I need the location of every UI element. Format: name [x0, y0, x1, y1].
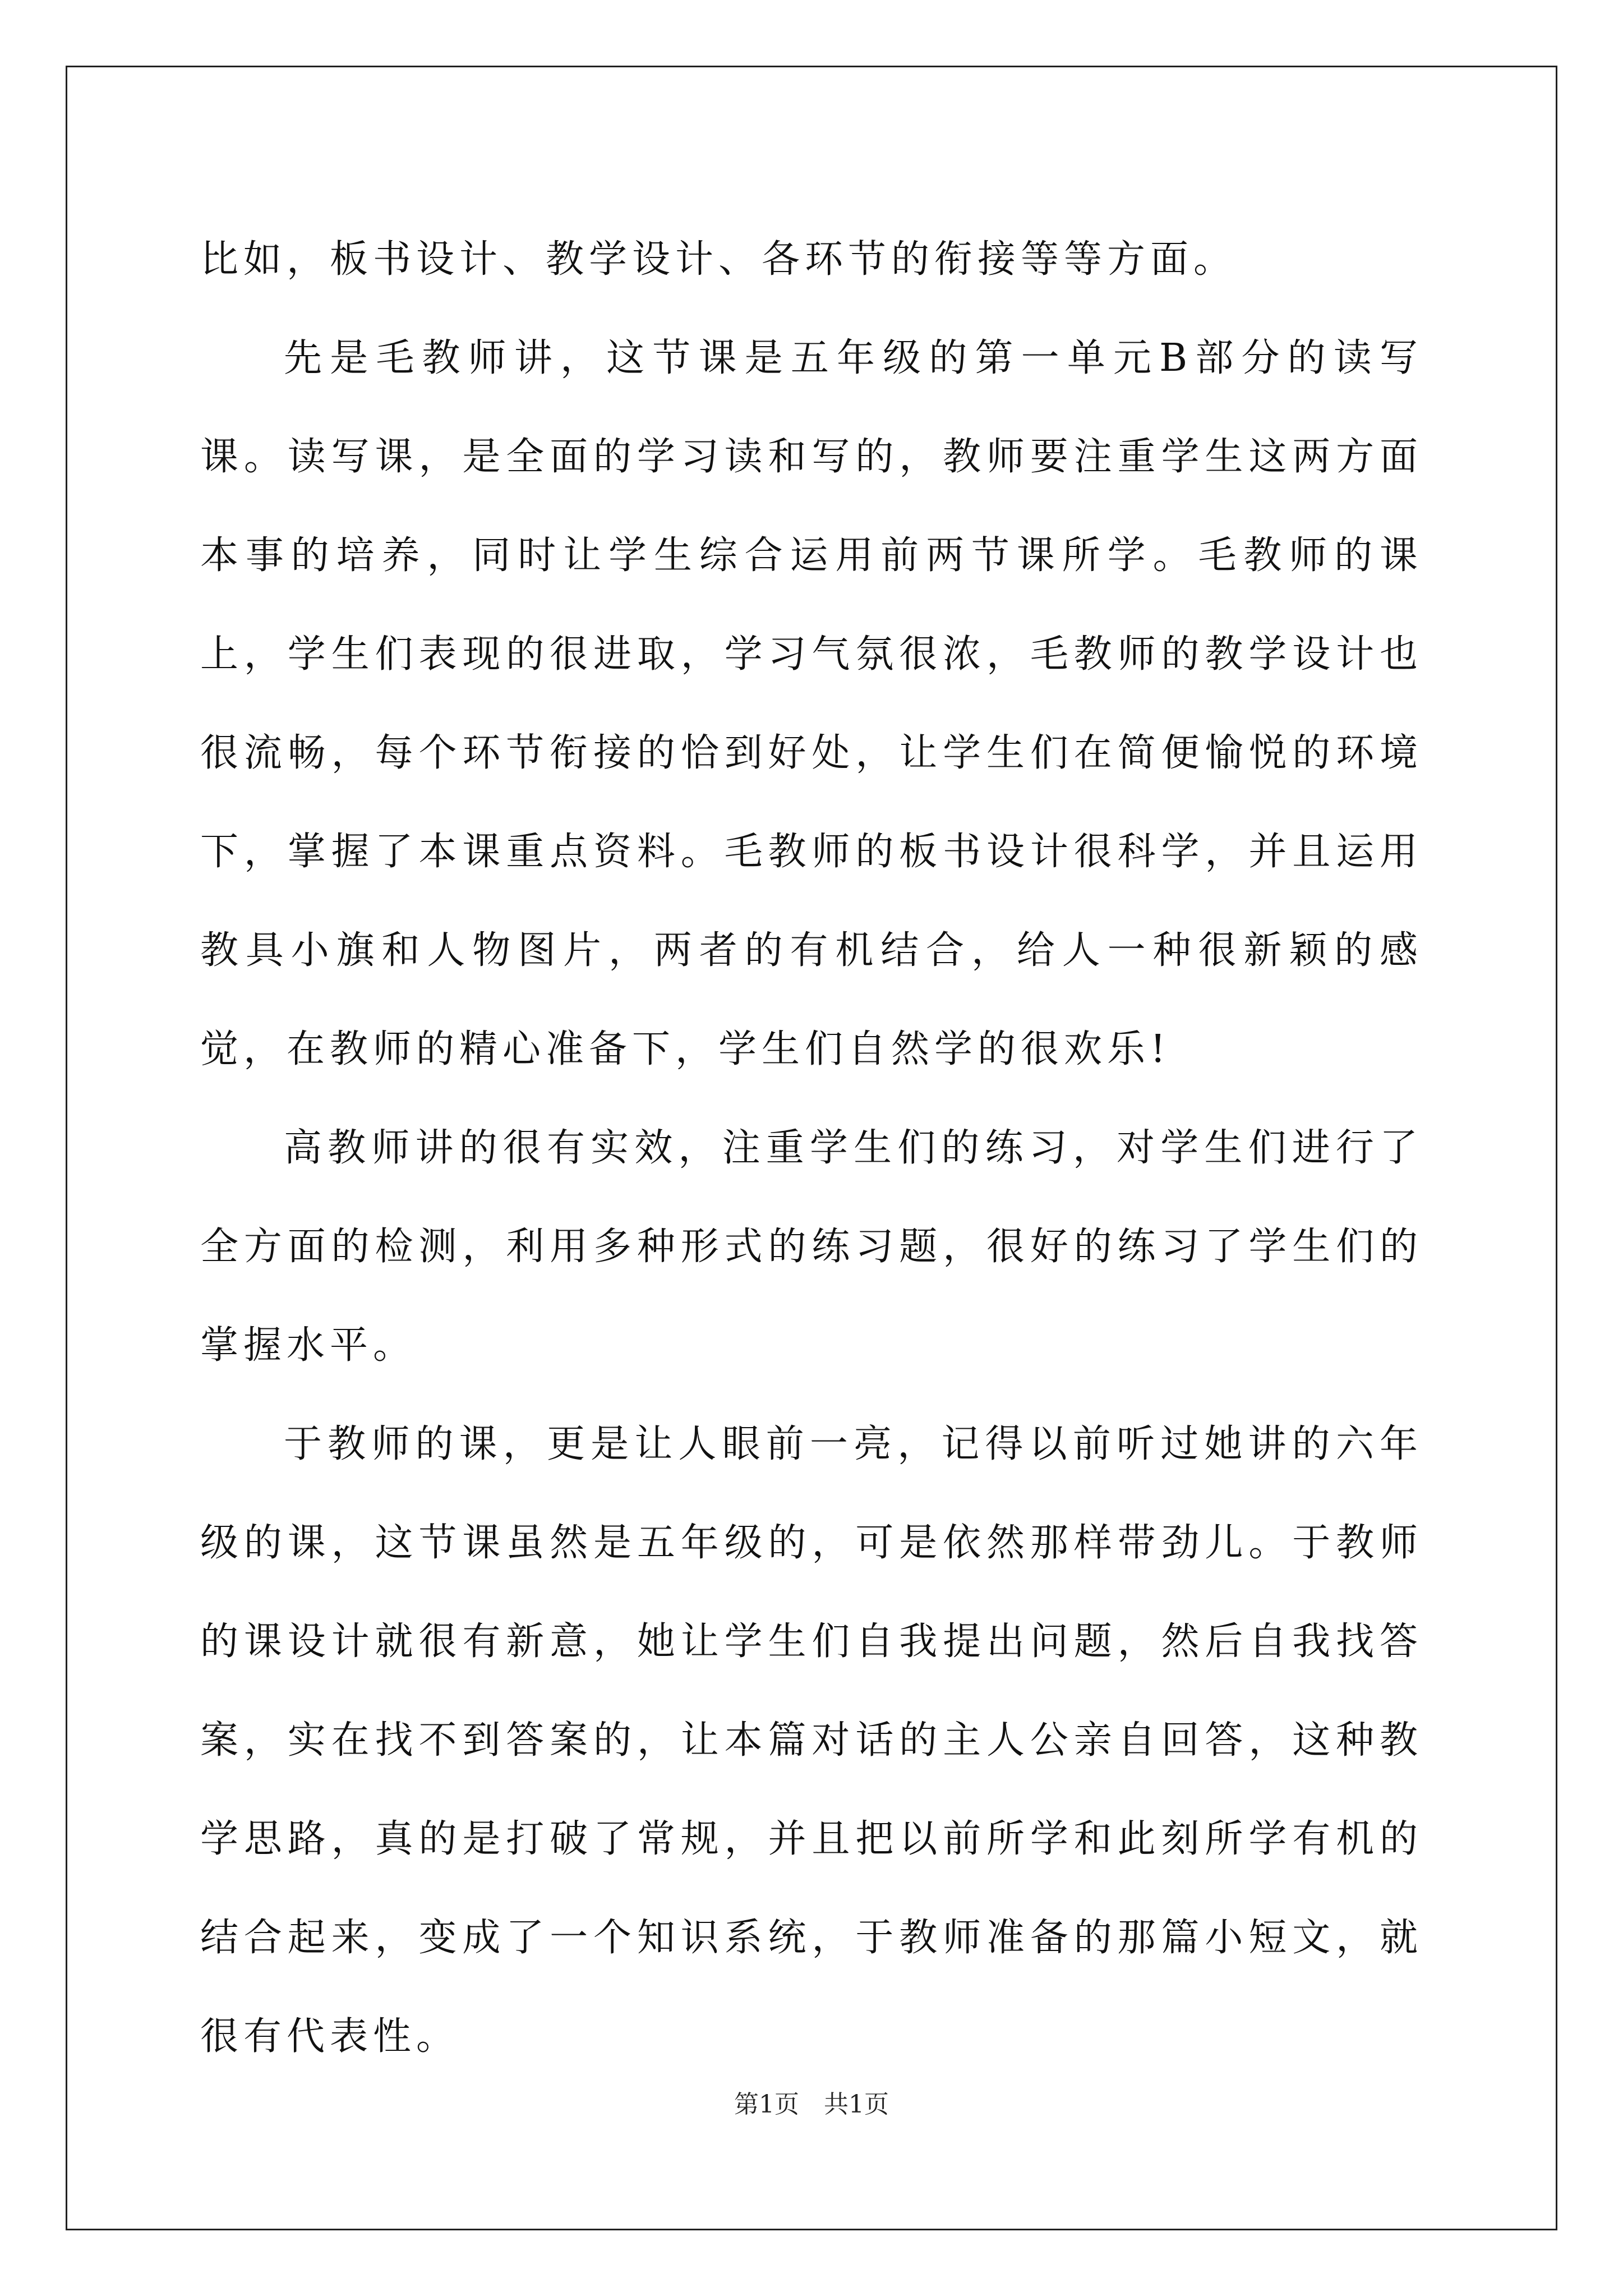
page-total: 共1页: [824, 2090, 889, 2119]
paragraph-1: 比如，板书设计、教学设计、各环节的衔接等等方面。: [200, 237, 1237, 282]
paragraph-2: 先是毛教师讲，这节课是五年级的第一单元B部分的读写课。读写课，是全面的学习读和写的，教师要注重学生这两方面本事的培养，同时让学生综合运用前两节课所学。毛教师的课上，学生们表现的很进取，学习气氛很浓，毛教师的教学设计也很流畅，每个环节衔接的恰到好处，让学生们在简便愉悦的环境下，掌握了本课重点资料。毛教师的板书设计很科学，并且运用教具小旗和人物图片，两者的有机结合，给人一种很新颖的感觉，在教师的精心准备下，学生们自然学的很欢乐!: [200, 336, 1423, 1071]
page-number: 第1页: [734, 2090, 799, 2119]
paragraph-4: 于教师的课，更是让人眼前一亮，记得以前听过她讲的六年级的课，这节课虽然是五年级的，可是依然那样带劲儿。于教师的课设计就很有新意，她让学生们自我提出问题，然后自我找答案，实在找不到答案的，让本篇对话的主人公亲自回答，这种教学思路，真的是打破了常规，并且把以前所学和此刻所学有机的结合起来，变成了一个知识系统，于教师准备的那篇小短文，就很有代表性。: [200, 1422, 1423, 2059]
page-footer: [0, 2088, 1623, 2122]
document-body: [200, 210, 1423, 2086]
paragraph-3: 高教师讲的很有实效，注重学生们的练习，对学生们进行了全方面的检测，利用多种形式的练习题，很好的练习了学生们的掌握水平。: [200, 1126, 1423, 1368]
